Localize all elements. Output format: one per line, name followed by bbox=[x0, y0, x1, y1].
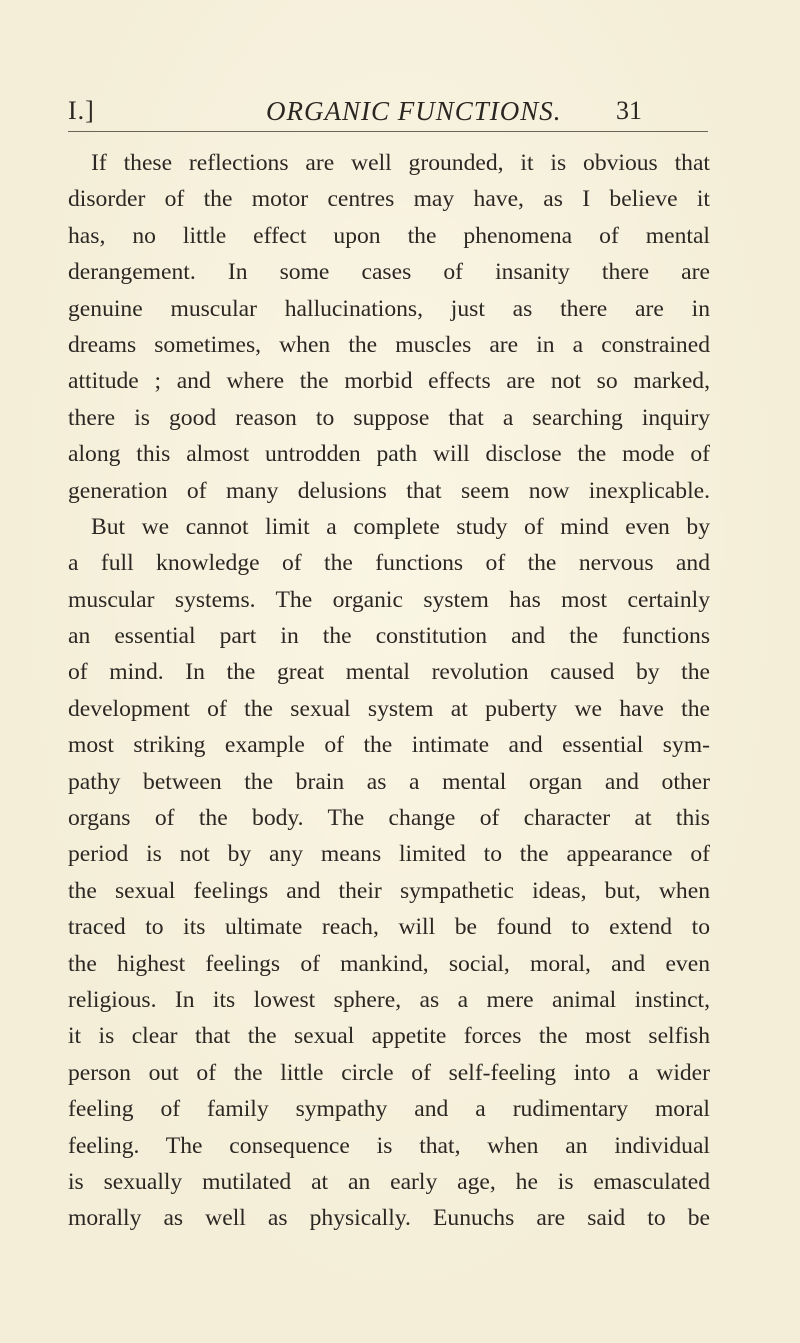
text-line: has, no little effect upon the phenomena of mental bbox=[68, 222, 710, 249]
text-line: organs of the body. The change of character at this bbox=[68, 805, 710, 832]
text-line: disorder of the motor centres may have, as I believe it bbox=[68, 186, 710, 213]
text-line: the highest feelings of mankind, social, moral, and even bbox=[68, 950, 710, 977]
text-line: genuine muscular hallucinations, just as there are in bbox=[68, 295, 710, 322]
text-line: attitude ; and where the morbid effects are not so marked, bbox=[68, 368, 710, 395]
page-number: 31 bbox=[616, 96, 642, 125]
chapter-number: I.] bbox=[68, 96, 95, 125]
text-line: religious. In its lowest sphere, as a mere animal instinct, bbox=[68, 986, 710, 1013]
text-line: development of the sexual system at puberty we have the bbox=[68, 695, 710, 722]
text-line: muscular systems. The organic system has most certainly bbox=[68, 586, 710, 613]
text-line: is sexually mutilated at an early age, he is emasculated bbox=[68, 1168, 710, 1195]
running-title: ORGANIC FUNCTIONS. bbox=[266, 96, 562, 126]
text-line: a full knowledge of the functions of the nervous and bbox=[68, 550, 710, 577]
text-line: along this almost untrodden path will disclose the mode of bbox=[68, 441, 710, 468]
text-line: most striking example of the intimate and essential sym- bbox=[68, 732, 710, 759]
text-line: feeling of family sympathy and a rudimentary moral bbox=[68, 1096, 710, 1123]
text-line: of mind. In the great mental revolution caused by the bbox=[68, 659, 710, 686]
text-line: derangement. In some cases of insanity there are bbox=[68, 259, 710, 286]
text-line: pathy between the brain as a mental organ and other bbox=[68, 768, 710, 795]
text-line: an essential part in the constitution and the functions bbox=[68, 623, 710, 650]
body-text bbox=[68, 145, 710, 1237]
text-line: But we cannot limit a complete study of mind even by bbox=[91, 513, 710, 540]
running-header bbox=[60, 96, 700, 136]
text-line: there is good reason to suppose that a searching inquiry bbox=[68, 404, 710, 431]
text-line: feeling. The consequence is that, when an individual bbox=[68, 1132, 710, 1159]
text-line: If these reflections are well grounded, it is obvious that bbox=[91, 150, 710, 176]
text-line: traced to its ultimate reach, will be found to extend to bbox=[68, 914, 710, 941]
text-line: period is not by any means limited to the appearance of bbox=[68, 841, 710, 868]
text-line: it is clear that the sexual appetite forces the most selfish bbox=[68, 1023, 710, 1050]
text-line: dreams sometimes, when the muscles are in a constrained bbox=[68, 331, 710, 358]
text-line: the sexual feelings and their sympathetic ideas, but, when bbox=[68, 877, 710, 904]
text-line: generation of many delusions that seem now inexplicable. bbox=[68, 477, 710, 504]
text-line: morally as well as physically. Eunuchs are said to be bbox=[68, 1205, 710, 1232]
text-line: person out of the little circle of self-feeling into a wider bbox=[68, 1059, 710, 1086]
header-rule bbox=[68, 131, 708, 132]
